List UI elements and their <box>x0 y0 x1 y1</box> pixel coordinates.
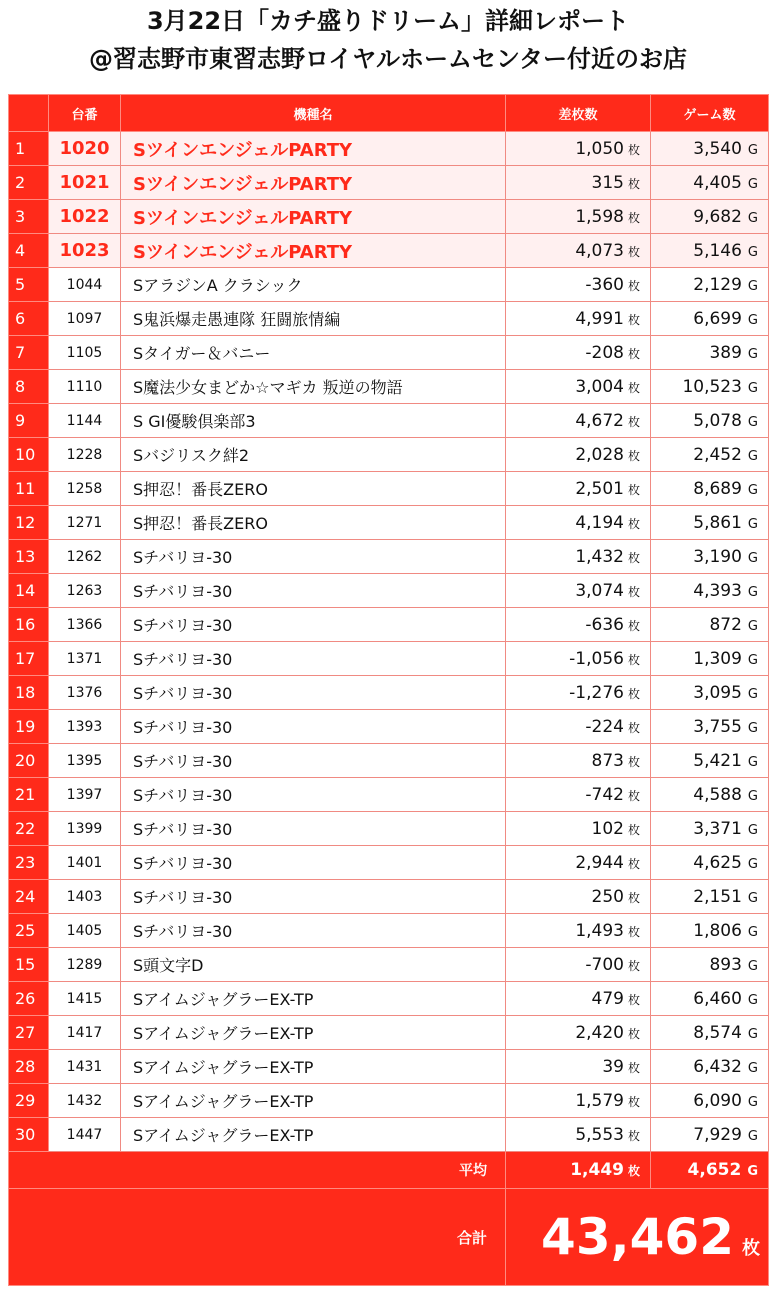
row-games: 1,309 G <box>651 642 769 676</box>
row-games: 3,371 G <box>651 812 769 846</box>
row-model: SツインエンジェルPARTY <box>121 166 506 200</box>
table-row <box>9 166 769 200</box>
row-model: S魔法少女まどか☆マギカ 叛逆の物語 <box>121 370 506 404</box>
average-label: 平均 <box>9 1152 506 1189</box>
row-rank: 16 <box>9 608 49 642</box>
row-diff: 4,073 枚 <box>506 234 651 268</box>
row-model: Sチバリヨ-30 <box>121 540 506 574</box>
table-row <box>9 710 769 744</box>
row-rank: 29 <box>9 1084 49 1118</box>
row-machine-no: 1258 <box>49 472 121 506</box>
table-row <box>9 778 769 812</box>
report-table <box>8 94 769 1286</box>
row-games: 5,146 G <box>651 234 769 268</box>
row-games: 8,574 G <box>651 1016 769 1050</box>
row-games: 4,405 G <box>651 166 769 200</box>
row-model: SアイムジャグラーEX-TP <box>121 1118 506 1152</box>
row-machine-no: 1097 <box>49 302 121 336</box>
row-rank: 23 <box>9 846 49 880</box>
row-diff: 5,553 枚 <box>506 1118 651 1152</box>
total-label: 合計 <box>9 1189 506 1286</box>
row-rank: 21 <box>9 778 49 812</box>
row-machine-no: 1401 <box>49 846 121 880</box>
table-row <box>9 982 769 1016</box>
row-games: 389 G <box>651 336 769 370</box>
row-model: SツインエンジェルPARTY <box>121 200 506 234</box>
row-model: Sバジリスク絆2 <box>121 438 506 472</box>
table-row <box>9 914 769 948</box>
table-row <box>9 268 769 302</box>
row-machine-no: 1021 <box>49 166 121 200</box>
row-rank: 5 <box>9 268 49 302</box>
row-rank: 13 <box>9 540 49 574</box>
row-diff: -636 枚 <box>506 608 651 642</box>
table-row <box>9 812 769 846</box>
report-subtitle: @習志野市東習志野ロイヤルホームセンター付近のお店 <box>88 45 688 73</box>
average-diff: 1,449 枚 <box>506 1152 651 1189</box>
row-machine-no: 1023 <box>49 234 121 268</box>
row-diff: 1,432 枚 <box>506 540 651 574</box>
row-machine-no: 1020 <box>49 132 121 166</box>
row-machine-no: 1044 <box>49 268 121 302</box>
row-diff: -360 枚 <box>506 268 651 302</box>
report-title: 3月22日「カチ盛りドリーム」詳細レポート <box>146 7 630 35</box>
row-diff: 39 枚 <box>506 1050 651 1084</box>
row-model: SアラジンA クラシック <box>121 268 506 302</box>
row-games: 3,540 G <box>651 132 769 166</box>
row-diff: 250 枚 <box>506 880 651 914</box>
row-model: S GI優駿倶楽部3 <box>121 404 506 438</box>
table-row <box>9 370 769 404</box>
row-games: 2,129 G <box>651 268 769 302</box>
row-rank: 3 <box>9 200 49 234</box>
header-games: ゲーム数 <box>651 95 769 132</box>
row-model: SツインエンジェルPARTY <box>121 234 506 268</box>
row-model: Sタイガー＆バニー <box>121 336 506 370</box>
row-diff: 2,944 枚 <box>506 846 651 880</box>
row-games: 9,682 G <box>651 200 769 234</box>
row-machine-no: 1403 <box>49 880 121 914</box>
row-machine-no: 1399 <box>49 812 121 846</box>
row-machine-no: 1144 <box>49 404 121 438</box>
table-row <box>9 506 769 540</box>
table-body <box>9 132 769 1152</box>
row-model: Sチバリヨ-30 <box>121 608 506 642</box>
row-rank: 17 <box>9 642 49 676</box>
row-diff: 315 枚 <box>506 166 651 200</box>
row-machine-no: 1105 <box>49 336 121 370</box>
row-diff: -742 枚 <box>506 778 651 812</box>
row-diff: 3,074 枚 <box>506 574 651 608</box>
row-rank: 22 <box>9 812 49 846</box>
row-diff: 1,050 枚 <box>506 132 651 166</box>
row-rank: 12 <box>9 506 49 540</box>
header-machine-no: 台番 <box>49 95 121 132</box>
row-diff: -700 枚 <box>506 948 651 982</box>
row-model: SアイムジャグラーEX-TP <box>121 982 506 1016</box>
row-diff: 3,004 枚 <box>506 370 651 404</box>
report-table-container <box>8 94 768 1286</box>
row-model: Sチバリヨ-30 <box>121 710 506 744</box>
row-games: 3,190 G <box>651 540 769 574</box>
average-row <box>9 1152 769 1189</box>
header-rank <box>9 95 49 132</box>
table-row <box>9 948 769 982</box>
row-model: SアイムジャグラーEX-TP <box>121 1084 506 1118</box>
row-machine-no: 1393 <box>49 710 121 744</box>
row-machine-no: 1432 <box>49 1084 121 1118</box>
row-rank: 1 <box>9 132 49 166</box>
row-machine-no: 1371 <box>49 642 121 676</box>
row-games: 6,699 G <box>651 302 769 336</box>
row-games: 872 G <box>651 608 769 642</box>
row-machine-no: 1022 <box>49 200 121 234</box>
row-rank: 14 <box>9 574 49 608</box>
row-rank: 10 <box>9 438 49 472</box>
row-games: 2,452 G <box>651 438 769 472</box>
row-diff: 2,028 枚 <box>506 438 651 472</box>
row-model: S頭文字D <box>121 948 506 982</box>
row-games: 10,523 G <box>651 370 769 404</box>
row-machine-no: 1228 <box>49 438 121 472</box>
row-games: 6,090 G <box>651 1084 769 1118</box>
table-row <box>9 404 769 438</box>
table-row <box>9 574 769 608</box>
total-row <box>9 1189 769 1286</box>
table-row <box>9 302 769 336</box>
row-rank: 19 <box>9 710 49 744</box>
row-diff: 1,493 枚 <box>506 914 651 948</box>
row-model: Sチバリヨ-30 <box>121 574 506 608</box>
row-games: 7,929 G <box>651 1118 769 1152</box>
table-row <box>9 676 769 710</box>
row-diff: 4,194 枚 <box>506 506 651 540</box>
row-diff: 479 枚 <box>506 982 651 1016</box>
row-games: 5,421 G <box>651 744 769 778</box>
table-row <box>9 540 769 574</box>
row-diff: 2,420 枚 <box>506 1016 651 1050</box>
table-row <box>9 234 769 268</box>
row-machine-no: 1110 <box>49 370 121 404</box>
row-machine-no: 1289 <box>49 948 121 982</box>
row-model: SツインエンジェルPARTY <box>121 132 506 166</box>
row-machine-no: 1417 <box>49 1016 121 1050</box>
table-row <box>9 1050 769 1084</box>
row-games: 8,689 G <box>651 472 769 506</box>
header-diff: 差枚数 <box>506 95 651 132</box>
row-diff: 4,991 枚 <box>506 302 651 336</box>
table-row <box>9 608 769 642</box>
row-games: 4,625 G <box>651 846 769 880</box>
row-machine-no: 1262 <box>49 540 121 574</box>
row-machine-no: 1447 <box>49 1118 121 1152</box>
row-diff: -1,056 枚 <box>506 642 651 676</box>
row-machine-no: 1397 <box>49 778 121 812</box>
row-model: Sチバリヨ-30 <box>121 676 506 710</box>
row-model: S押忍！番長ZERO <box>121 506 506 540</box>
row-model: Sチバリヨ-30 <box>121 880 506 914</box>
table-row <box>9 1118 769 1152</box>
row-rank: 24 <box>9 880 49 914</box>
row-model: SアイムジャグラーEX-TP <box>121 1050 506 1084</box>
row-rank: 26 <box>9 982 49 1016</box>
row-machine-no: 1395 <box>49 744 121 778</box>
row-diff: 1,598 枚 <box>506 200 651 234</box>
table-row <box>9 132 769 166</box>
table-row <box>9 846 769 880</box>
table-row <box>9 1084 769 1118</box>
row-diff: 2,501 枚 <box>506 472 651 506</box>
row-rank: 28 <box>9 1050 49 1084</box>
row-model: Sチバリヨ-30 <box>121 846 506 880</box>
table-row <box>9 336 769 370</box>
row-rank: 18 <box>9 676 49 710</box>
row-model: S押忍！番長ZERO <box>121 472 506 506</box>
table-row <box>9 1016 769 1050</box>
row-diff: 4,672 枚 <box>506 404 651 438</box>
row-rank: 15 <box>9 948 49 982</box>
row-games: 1,806 G <box>651 914 769 948</box>
table-row <box>9 472 769 506</box>
table-row <box>9 200 769 234</box>
row-diff: -1,276 枚 <box>506 676 651 710</box>
row-rank: 11 <box>9 472 49 506</box>
header-model: 機種名 <box>121 95 506 132</box>
row-diff: -208 枚 <box>506 336 651 370</box>
row-diff: -224 枚 <box>506 710 651 744</box>
row-games: 3,095 G <box>651 676 769 710</box>
row-rank: 27 <box>9 1016 49 1050</box>
row-model: Sチバリヨ-30 <box>121 744 506 778</box>
row-machine-no: 1366 <box>49 608 121 642</box>
row-rank: 9 <box>9 404 49 438</box>
table-row <box>9 642 769 676</box>
row-games: 5,078 G <box>651 404 769 438</box>
row-machine-no: 1405 <box>49 914 121 948</box>
header-row <box>9 95 769 132</box>
row-diff: 873 枚 <box>506 744 651 778</box>
row-games: 3,755 G <box>651 710 769 744</box>
row-machine-no: 1431 <box>49 1050 121 1084</box>
average-games: 4,652 G <box>651 1152 769 1189</box>
row-rank: 20 <box>9 744 49 778</box>
row-model: Sチバリヨ-30 <box>121 914 506 948</box>
row-model: Sチバリヨ-30 <box>121 778 506 812</box>
table-row <box>9 438 769 472</box>
row-model: Sチバリヨ-30 <box>121 642 506 676</box>
row-games: 5,861 G <box>651 506 769 540</box>
row-games: 893 G <box>651 948 769 982</box>
row-rank: 4 <box>9 234 49 268</box>
row-games: 6,432 G <box>651 1050 769 1084</box>
table-row <box>9 744 769 778</box>
row-model: SアイムジャグラーEX-TP <box>121 1016 506 1050</box>
row-machine-no: 1376 <box>49 676 121 710</box>
table-row <box>9 880 769 914</box>
row-rank: 25 <box>9 914 49 948</box>
row-model: S鬼浜爆走愚連隊 狂闘旅情編 <box>121 302 506 336</box>
total-diff: 43,462 枚 <box>506 1189 769 1286</box>
row-games: 6,460 G <box>651 982 769 1016</box>
row-games: 4,588 G <box>651 778 769 812</box>
row-machine-no: 1263 <box>49 574 121 608</box>
row-games: 2,151 G <box>651 880 769 914</box>
row-games: 4,393 G <box>651 574 769 608</box>
row-rank: 7 <box>9 336 49 370</box>
row-rank: 8 <box>9 370 49 404</box>
row-diff: 102 枚 <box>506 812 651 846</box>
row-machine-no: 1415 <box>49 982 121 1016</box>
row-rank: 30 <box>9 1118 49 1152</box>
row-machine-no: 1271 <box>49 506 121 540</box>
row-diff: 1,579 枚 <box>506 1084 651 1118</box>
row-rank: 6 <box>9 302 49 336</box>
row-model: Sチバリヨ-30 <box>121 812 506 846</box>
row-rank: 2 <box>9 166 49 200</box>
